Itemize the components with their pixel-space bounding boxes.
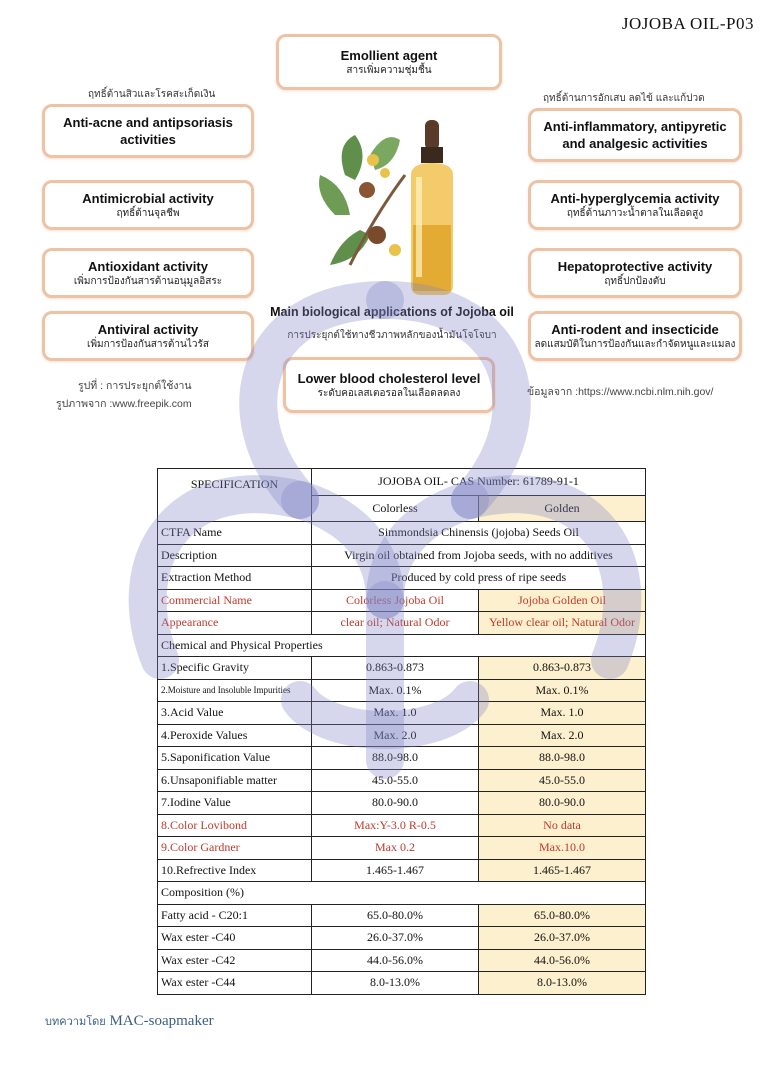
table-row — [158, 769, 646, 792]
row-colorless: Max. 0.1% — [312, 679, 479, 702]
row-golden: Max. 1.0 — [479, 702, 646, 725]
row-label: 8.Color Lovibond — [158, 814, 312, 837]
table-row — [158, 724, 646, 747]
row-value: Virgin oil obtained from Jojoba seeds, with no additives — [312, 544, 646, 567]
data-source: ข้อมูลจาก :https://www.ncbi.nlm.nih.gov/ — [527, 386, 714, 398]
card-antiviral — [42, 311, 254, 361]
table-row — [158, 589, 646, 612]
footer-author-name: MAC-soapmaker — [109, 1013, 214, 1029]
row-colorless: Colorless Jojoba Oil — [312, 589, 479, 612]
row-golden: Jojoba Golden Oil — [479, 589, 646, 612]
row-label: Wax ester -C44 — [158, 972, 312, 995]
row-colorless: 0.863-0.873 — [312, 657, 479, 680]
row-golden: Max. 0.1% — [479, 679, 646, 702]
card-title: Anti-acne and antipsoriasis activities — [63, 115, 233, 147]
table-row — [158, 702, 646, 725]
row-label: Wax ester -C40 — [158, 927, 312, 950]
table-header-row — [158, 469, 646, 496]
card-anti-inflammatory — [528, 108, 742, 162]
row-colorless: 80.0-90.0 — [312, 792, 479, 815]
row-label: 1.Specific Gravity — [158, 657, 312, 680]
card-subtitle: ลดแสมบัติในการป้องกันและกำจัดหนูและแมลง — [534, 339, 736, 350]
row-colorless: 65.0-80.0% — [312, 904, 479, 927]
table-row — [158, 567, 646, 590]
table-row — [158, 657, 646, 680]
card-anti-acne — [42, 104, 254, 158]
row-label: Wax ester -C42 — [158, 949, 312, 972]
row-label: 4.Peroxide Values — [158, 724, 312, 747]
row-label: 5.Saponification Value — [158, 747, 312, 770]
table-row — [158, 904, 646, 927]
row-colorless: 45.0-55.0 — [312, 769, 479, 792]
row-label: Fatty acid - C20:1 — [158, 904, 312, 927]
row-golden: Max.10.0 — [479, 837, 646, 860]
row-golden: 65.0-80.0% — [479, 904, 646, 927]
table-row — [158, 859, 646, 882]
card-title: Anti-inflammatory, antipyretic and analgesic activities — [543, 119, 727, 151]
row-value: Simmondsia Chinensis (jojoba) Seeds Oil — [312, 522, 646, 545]
col-colorless: Colorless — [312, 495, 479, 522]
footer-prefix: บทความโดย — [45, 1016, 106, 1028]
row-golden: Yellow clear oil; Natural Odor — [479, 612, 646, 635]
card-subtitle: เพิ่มการป้องกันสารต้านไวรัส — [87, 339, 209, 350]
row-colorless: Max. 1.0 — [312, 702, 479, 725]
section-composition: Composition (%) — [158, 882, 646, 905]
row-label: Description — [158, 544, 312, 567]
card-antimicrobial — [42, 180, 254, 230]
table-row — [158, 927, 646, 950]
table-row — [158, 522, 646, 545]
row-label: 9.Color Gardner — [158, 837, 312, 860]
row-colorless: 88.0-98.0 — [312, 747, 479, 770]
card-title: Emollient agent — [340, 48, 438, 63]
right-caption: ฤทธิ์ต้านการอักเสบ ลดไข้ และแก้ปวด — [543, 93, 705, 104]
table-row — [158, 949, 646, 972]
row-golden: 8.0-13.0% — [479, 972, 646, 995]
table-row — [158, 792, 646, 815]
card-subtitle: ฤทธิ์ต้านภาวะน้ำตาลในเลือดสูง — [566, 208, 704, 219]
row-golden: 80.0-90.0 — [479, 792, 646, 815]
row-golden: 1.465-1.467 — [479, 859, 646, 882]
card-title: Hepatoprotective activity — [557, 259, 713, 274]
table-row — [158, 679, 646, 702]
table-row — [158, 612, 646, 635]
row-colorless: Max:Y-3.0 R-0.5 — [312, 814, 479, 837]
col-golden: Golden — [479, 495, 646, 522]
row-golden: 45.0-55.0 — [479, 769, 646, 792]
card-subtitle: สารเพิ่มความชุ่มชื้น — [346, 65, 432, 76]
table-row — [158, 814, 646, 837]
row-label: 10.Refrective Index — [158, 859, 312, 882]
row-value: Produced by cold press of ripe seeds — [312, 567, 646, 590]
left-caption: ฤทธิ์ต้านสิวและโรคสะเก็ดเงิน — [88, 89, 216, 100]
card-subtitle: เพิ่มการป้องกันสารต้านอนุมูลอิสระ — [73, 276, 223, 287]
row-colorless: clear oil; Natural Odor — [312, 612, 479, 635]
card-emollient-agent — [276, 34, 502, 90]
jojoba-plant-and-bottle-illustration — [315, 115, 475, 300]
card-lower-cholesterol — [283, 357, 495, 413]
row-golden: Max. 2.0 — [479, 724, 646, 747]
card-title: Anti-rodent and insecticide — [551, 322, 719, 337]
figure-caption: รูปที่ : การประยุกต์ใช้งาน — [78, 380, 192, 392]
card-title: Antiviral activity — [97, 322, 199, 337]
table-row — [158, 837, 646, 860]
card-hepatoprotective — [528, 248, 742, 298]
footer-author — [45, 1012, 214, 1030]
section-row — [158, 882, 646, 905]
card-antioxidant — [42, 248, 254, 298]
center-title: Main biological applications of Jojoba oil — [270, 305, 514, 319]
row-label: 3.Acid Value — [158, 702, 312, 725]
card-subtitle: ระดับคอเลสเตอรอลในเลือดลดลง — [317, 388, 461, 399]
card-anti-rodent — [528, 311, 742, 361]
card-subtitle: ฤทธิ์ต้านจุลชีพ — [116, 208, 180, 219]
row-label: Appearance — [158, 612, 312, 635]
row-colorless: Max 0.2 — [312, 837, 479, 860]
row-label: Extraction Method — [158, 567, 312, 590]
table-row — [158, 747, 646, 770]
row-label: CTFA Name — [158, 522, 312, 545]
row-golden: No data — [479, 814, 646, 837]
card-title: Antioxidant activity — [88, 259, 208, 274]
row-label: Commercial Name — [158, 589, 312, 612]
image-credit: รูปภาพจาก :www.freepik.com — [56, 398, 192, 410]
document-code: JOJOBA OIL-P03 — [621, 14, 754, 33]
row-golden: 26.0-37.0% — [479, 927, 646, 950]
specification-table — [157, 468, 646, 995]
row-label: 2.Moisture and Insoluble Impurities — [158, 679, 312, 702]
card-title: Antimicrobial activity — [82, 191, 214, 206]
section-chemical-physical: Chemical and Physical Properties — [158, 634, 646, 657]
table-row — [158, 972, 646, 995]
card-subtitle: ฤทธิ์ปกป้องตับ — [604, 276, 666, 287]
spec-header-title: JOJOBA OIL- CAS Number: 61789-91-1 — [312, 469, 646, 496]
center-subtitle: การประยุกต์ใช้ทางชีวภาพหลักของน้ำมันโจโจบา — [287, 330, 497, 341]
row-colorless: Max. 2.0 — [312, 724, 479, 747]
row-golden: 44.0-56.0% — [479, 949, 646, 972]
card-title: Lower blood cholesterol level — [297, 371, 481, 386]
row-label: 7.Iodine Value — [158, 792, 312, 815]
row-label: 6.Unsaponifiable matter — [158, 769, 312, 792]
table-row — [158, 544, 646, 567]
row-colorless: 1.465-1.467 — [312, 859, 479, 882]
section-row — [158, 634, 646, 657]
row-colorless: 26.0-37.0% — [312, 927, 479, 950]
row-colorless: 8.0-13.0% — [312, 972, 479, 995]
row-golden: 0.863-0.873 — [479, 657, 646, 680]
card-title: Anti-hyperglycemia activity — [550, 191, 720, 206]
spec-header-label: SPECIFICATION — [158, 469, 312, 522]
card-anti-hyperglycemia — [528, 180, 742, 230]
row-colorless: 44.0-56.0% — [312, 949, 479, 972]
row-golden: 88.0-98.0 — [479, 747, 646, 770]
